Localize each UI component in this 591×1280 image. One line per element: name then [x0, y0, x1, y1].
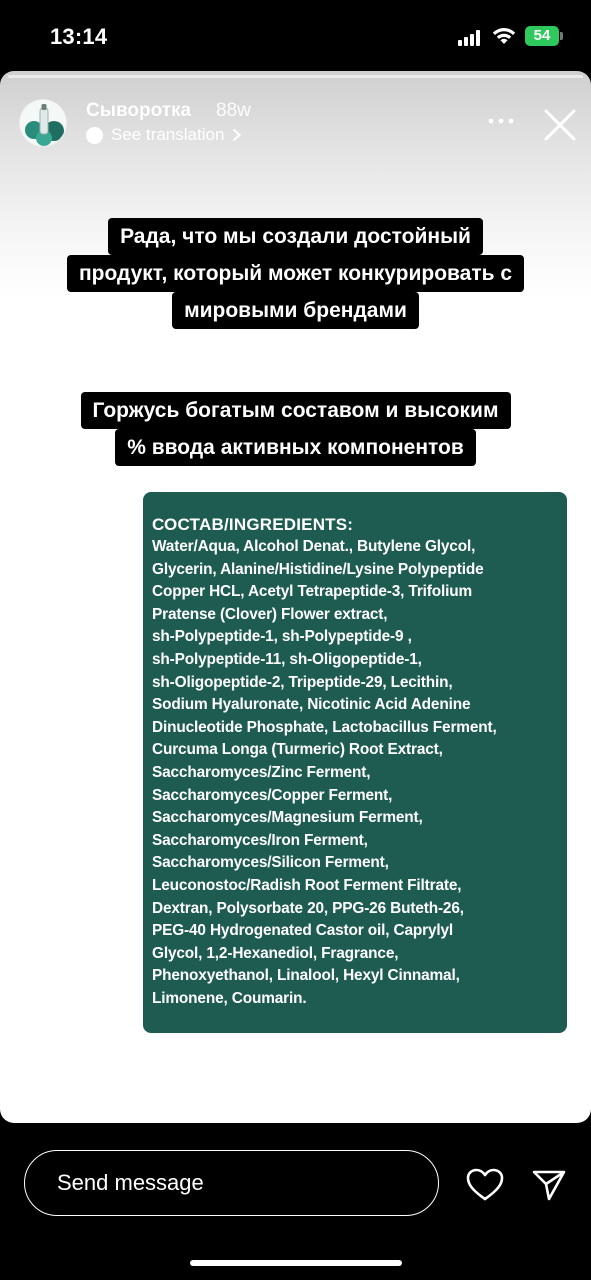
battery-level: 54: [533, 27, 551, 44]
story-header: [0, 71, 591, 171]
home-indicator[interactable]: [190, 1260, 402, 1266]
signal-icon: [458, 30, 484, 46]
see-translation-label: See translation: [111, 125, 225, 144]
caption-proud-product: [0, 218, 591, 329]
caption-line: % ввода активных компонентов: [115, 429, 476, 466]
heart-icon[interactable]: [466, 1168, 504, 1202]
story-view[interactable]: [0, 71, 591, 1123]
ingredients-list: Water/Aqua, Alcohol Denat., Butylene Glycol, Glycerin, Alanine/Histidine/Lysine Polypeptide Copper HCL, Acetyl Tetrapeptide-3, Trifolium Pratense (Clover) Flower extract, sh-Polypeptide-1, sh-Polypeptide-9 , sh-Polypeptide-11, sh-Oligopeptide-1, sh-Oligopeptide-2, Tripeptide-29, Lecithin, Sodium Hyaluronate, Nicotinic Acid Adenine Dinucleotide Phosphate, Lactobacillus Ferment, Curcuma Longa (Turmeric) Root Extract, Saccharomyces/Zinc Ferment, Saccharomyces/Copper Ferment, Saccharomyces/Magnesium Ferment, Saccharomyces/Iron Ferment, Saccharomyces/Silicon Ferment, Leuconostoc/Radish Root Ferment Filtrate, Dextran, Polysorbate 20, PPG-26 Buteth-26, PEG-40 Hydrogenated Castor oil, Caprylyl Glycol, 1,2-Hexanediol, Fragrance, Phenoxyethanol, Linalool, Hexyl Cinnamal, Limonene, Coumarin.: [152, 538, 497, 1007]
caption-line: продукт, который может конкурировать с: [67, 255, 524, 292]
send-message-placeholder: Send message: [57, 1170, 204, 1195]
status-time: 13:14: [50, 24, 108, 49]
story-username[interactable]: Сыворотка: [86, 100, 192, 121]
close-icon[interactable]: [542, 107, 578, 143]
caption-line: мировыми брендами: [172, 292, 419, 329]
send-message-input[interactable]: [24, 1150, 439, 1216]
ingredients-card: [143, 492, 567, 1033]
caption-line: Рада, что мы создали достойный: [108, 218, 483, 255]
battery-charging-icon: [525, 26, 563, 46]
wifi-icon: [491, 26, 517, 46]
status-bar: [0, 0, 591, 72]
see-translation-link[interactable]: [86, 125, 242, 145]
caption-rich-composition: [0, 392, 591, 466]
translate-icon: [86, 127, 103, 144]
share-icon[interactable]: [531, 1167, 567, 1203]
chevron-right-icon: [232, 128, 242, 142]
reply-bar: [0, 1123, 591, 1280]
story-time-ago: 88w: [216, 100, 251, 121]
caption-line: Горжусь богатым составом и высоким: [81, 392, 511, 429]
avatar[interactable]: [19, 99, 67, 147]
ingredients-title: СОСТАВ/INGREDIENTS:: [152, 515, 354, 534]
more-icon[interactable]: [486, 111, 516, 131]
